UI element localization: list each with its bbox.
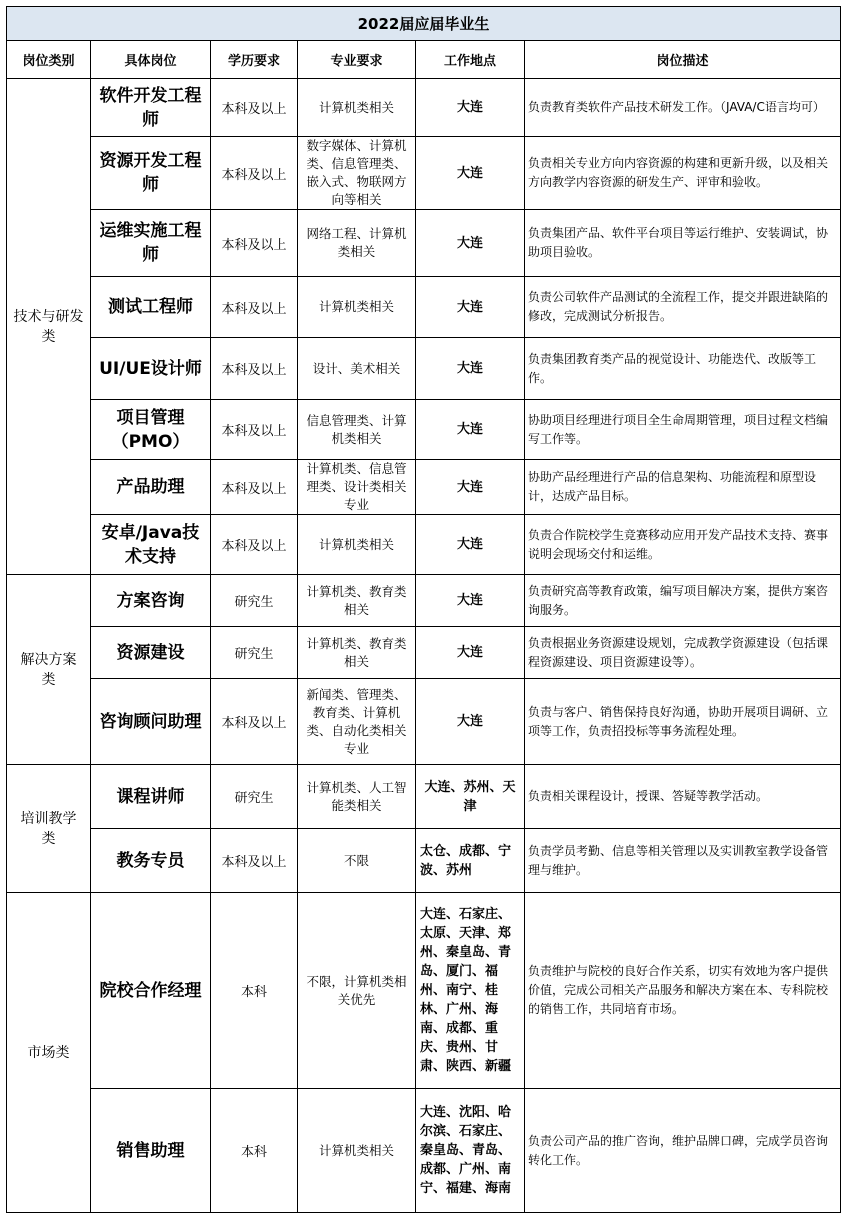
table-row bbox=[7, 460, 841, 515]
header-major: 专业要求 bbox=[298, 41, 416, 79]
description-cell: 负责相关专业方向内容资源的构建和更新升级，以及相关方向教学内容资源的研发生产、评审和验收。 bbox=[525, 137, 841, 210]
position-cell: 销售助理 bbox=[91, 1089, 211, 1213]
major-cell: 网络工程、计算机类相关 bbox=[298, 210, 416, 277]
major-cell: 计算机类相关 bbox=[298, 515, 416, 575]
table-row bbox=[7, 400, 841, 460]
major-cell: 计算机类相关 bbox=[298, 79, 416, 137]
education-cell: 本科及以上 bbox=[211, 679, 298, 765]
education-cell: 本科 bbox=[211, 893, 298, 1089]
major-cell: 数字媒体、计算机类、信息管理类、嵌入式、物联网方向等相关 bbox=[298, 137, 416, 210]
category-label: 培训教学类 bbox=[20, 810, 77, 847]
table-row bbox=[7, 1089, 841, 1213]
recruitment-table bbox=[6, 6, 841, 1213]
recruitment-table-container bbox=[6, 6, 840, 1213]
category-cell-market: 市场类 bbox=[7, 893, 91, 1213]
table-row bbox=[7, 575, 841, 627]
major-cell: 计算机类相关 bbox=[298, 1089, 416, 1213]
category-cell-training bbox=[7, 765, 91, 893]
location-cell: 大连 bbox=[416, 210, 525, 277]
location-cell: 大连 bbox=[416, 79, 525, 137]
location-cell: 大连、苏州、天津 bbox=[416, 765, 525, 829]
header-education: 学历要求 bbox=[211, 41, 298, 79]
header-location: 工作地点 bbox=[416, 41, 525, 79]
table-row bbox=[7, 338, 841, 400]
description-cell: 协助项目经理进行项目全生命周期管理，项目过程文档编写工作等。 bbox=[525, 400, 841, 460]
location-cell: 大连 bbox=[416, 679, 525, 765]
location-cell: 大连 bbox=[416, 460, 525, 515]
position-cell: 院校合作经理 bbox=[91, 893, 211, 1089]
description-cell: 负责集团产品、软件平台项目等运行维护、安装调试，协助项目验收。 bbox=[525, 210, 841, 277]
major-cell: 计算机类、教育类相关 bbox=[298, 575, 416, 627]
table-row bbox=[7, 137, 841, 210]
description-cell: 负责学员考勤、信息等相关管理以及实训教室教学设备管理与维护。 bbox=[525, 829, 841, 893]
position-cell: 项目管理（PMO） bbox=[91, 400, 211, 460]
header-position: 具体岗位 bbox=[91, 41, 211, 79]
education-cell: 本科及以上 bbox=[211, 79, 298, 137]
major-cell: 信息管理类、计算机类相关 bbox=[298, 400, 416, 460]
description-cell: 负责集团教育类产品的视觉设计、功能迭代、改版等工作。 bbox=[525, 338, 841, 400]
table-row bbox=[7, 829, 841, 893]
description-cell: 负责公司产品的推广咨询，维护品牌口碑，完成学员咨询转化工作。 bbox=[525, 1089, 841, 1213]
position-cell: 教务专员 bbox=[91, 829, 211, 893]
position-cell: 运维实施工程师 bbox=[91, 210, 211, 277]
table-row bbox=[7, 515, 841, 575]
position-cell: UI/UE设计师 bbox=[91, 338, 211, 400]
position-cell: 安卓/Java技术支持 bbox=[91, 515, 211, 575]
major-cell: 计算机类相关 bbox=[298, 277, 416, 338]
major-cell: 计算机类、信息管理类、设计类相关专业 bbox=[298, 460, 416, 515]
education-cell: 研究生 bbox=[211, 575, 298, 627]
location-cell: 大连 bbox=[416, 277, 525, 338]
description-cell: 负责根据业务资源建设规划，完成教学资源建设（包括课程资源建设、项目资源建设等）。 bbox=[525, 627, 841, 679]
header-row bbox=[7, 41, 841, 79]
major-cell: 计算机类、人工智能类相关 bbox=[298, 765, 416, 829]
table-row bbox=[7, 627, 841, 679]
location-cell: 大连 bbox=[416, 137, 525, 210]
description-cell: 负责教育类软件产品技术研发工作。（JAVA/C语言均可） bbox=[525, 79, 841, 137]
category-cell-solution bbox=[7, 575, 91, 765]
location-cell: 大连 bbox=[416, 575, 525, 627]
education-cell: 研究生 bbox=[211, 627, 298, 679]
description-cell: 负责研究高等教育政策，编写项目解决方案，提供方案咨询服务。 bbox=[525, 575, 841, 627]
position-cell: 课程讲师 bbox=[91, 765, 211, 829]
position-cell: 资源开发工程师 bbox=[91, 137, 211, 210]
header-description: 岗位描述 bbox=[525, 41, 841, 79]
category-cell-tech bbox=[7, 79, 91, 575]
major-cell: 设计、美术相关 bbox=[298, 338, 416, 400]
education-cell: 本科 bbox=[211, 1089, 298, 1213]
header-category: 岗位类别 bbox=[7, 41, 91, 79]
description-cell: 负责维护与院校的良好合作关系，切实有效地为客户提供价值，完成公司相关产品服务和解决方案在本、专科院校的销售工作，共同培育市场。 bbox=[525, 893, 841, 1089]
education-cell: 本科及以上 bbox=[211, 210, 298, 277]
education-cell: 本科及以上 bbox=[211, 137, 298, 210]
position-cell: 咨询顾问助理 bbox=[91, 679, 211, 765]
major-cell: 计算机类、教育类相关 bbox=[298, 627, 416, 679]
location-cell: 太仓、成都、宁波、苏州 bbox=[416, 829, 525, 893]
table-row bbox=[7, 765, 841, 829]
position-cell: 资源建设 bbox=[91, 627, 211, 679]
location-cell: 大连 bbox=[416, 627, 525, 679]
position-cell: 产品助理 bbox=[91, 460, 211, 515]
location-cell: 大连、沈阳、哈尔滨、石家庄、秦皇岛、青岛、成都、广州、南宁、福建、海南 bbox=[416, 1089, 525, 1213]
table-row bbox=[7, 679, 841, 765]
table-row bbox=[7, 893, 841, 1089]
education-cell: 本科及以上 bbox=[211, 829, 298, 893]
education-cell: 本科及以上 bbox=[211, 277, 298, 338]
category-label: 解决方案类 bbox=[20, 651, 77, 688]
table-row bbox=[7, 210, 841, 277]
description-cell: 负责相关课程设计，授课、答疑等教学活动。 bbox=[525, 765, 841, 829]
education-cell: 本科及以上 bbox=[211, 515, 298, 575]
position-cell: 测试工程师 bbox=[91, 277, 211, 338]
table-title: 2022届应届毕业生 bbox=[7, 7, 841, 41]
major-cell: 新闻类、管理类、教育类、计算机类、自动化类相关专业 bbox=[298, 679, 416, 765]
location-cell: 大连 bbox=[416, 515, 525, 575]
education-cell: 本科及以上 bbox=[211, 400, 298, 460]
table-row bbox=[7, 79, 841, 137]
education-cell: 研究生 bbox=[211, 765, 298, 829]
description-cell: 负责与客户、销售保持良好沟通，协助开展项目调研、立项等工作，负责招投标等事务流程处理。 bbox=[525, 679, 841, 765]
description-cell: 协助产品经理进行产品的信息架构、功能流程和原型设计，达成产品目标。 bbox=[525, 460, 841, 515]
description-cell: 负责公司软件产品测试的全流程工作，提交并跟进缺陷的修改，完成测试分析报告。 bbox=[525, 277, 841, 338]
location-cell: 大连 bbox=[416, 338, 525, 400]
location-cell: 大连、石家庄、太原、天津、郑州、秦皇岛、青岛、厦门、福州、南宁、桂林、广州、海南、成都、重庆、贵州、甘肃、陕西、新疆 bbox=[416, 893, 525, 1089]
category-label: 技术与研发类 bbox=[13, 308, 84, 345]
position-cell: 方案咨询 bbox=[91, 575, 211, 627]
education-cell: 本科及以上 bbox=[211, 460, 298, 515]
major-cell: 不限，计算机类相关优先 bbox=[298, 893, 416, 1089]
education-cell: 本科及以上 bbox=[211, 338, 298, 400]
description-cell: 负责合作院校学生竞赛移动应用开发产品技术支持、赛事说明会现场交付和运维。 bbox=[525, 515, 841, 575]
table-row bbox=[7, 277, 841, 338]
location-cell: 大连 bbox=[416, 400, 525, 460]
major-cell: 不限 bbox=[298, 829, 416, 893]
position-cell: 软件开发工程师 bbox=[91, 79, 211, 137]
